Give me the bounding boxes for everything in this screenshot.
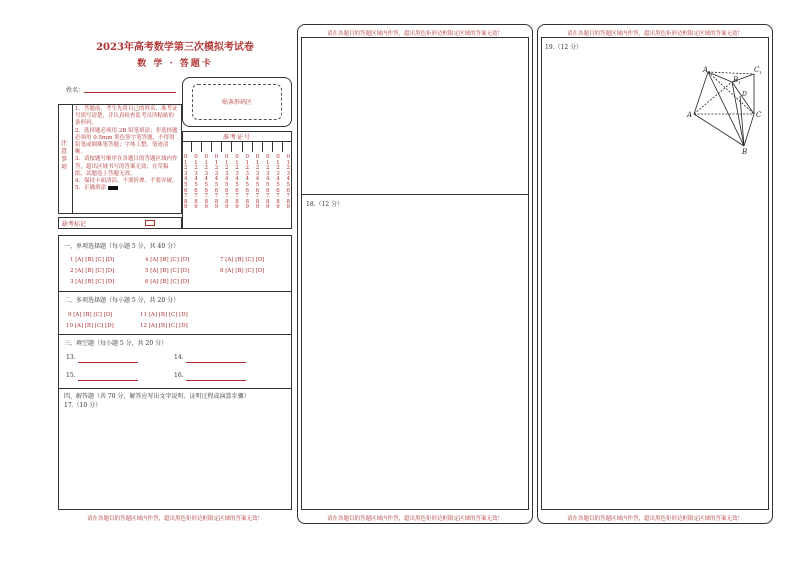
section4-title: 四、解答题（共 70 分，解答应写出文字说明、证明过程或演算步骤） [64,393,250,400]
admission-columns [184,155,290,211]
admission-column[interactable]: 0 1 2 3 4 5 6 7 8 9 [266,154,270,211]
choice-item: 5 [A] [B] [C] [D] [145,268,190,274]
admission-column[interactable]: 0 1 2 3 4 5 6 7 8 9 [286,154,290,211]
q16-answer-line[interactable] [186,380,246,381]
q17-answer-area[interactable] [60,410,290,508]
choice-item: 6 [A] [B] [C] [D] [145,279,190,285]
choice-item: 9 [A] [B] [C] [D] [68,312,113,318]
section3-title: 三、填空题（每小题 5 分，共 20 分） [64,340,168,347]
vertex-label-a: A [687,111,693,119]
section-divider [58,334,292,335]
section2-row[interactable] [66,323,276,329]
name-label: 姓名： [66,87,85,94]
admission-column[interactable]: 0 1 2 3 4 5 6 7 8 9 [214,154,219,211]
notes-item [75,185,179,192]
admission-column[interactable]: 0 1 2 3 4 5 6 7 8 9 [204,154,208,211]
admission-column[interactable]: 0 1 2 3 4 5 6 7 8 9 [225,154,229,211]
sticker-label: 贴条形码区 [221,99,252,106]
page-title: 2023年高考数学第三次模拟考试卷 [96,42,254,53]
header-warning: 请在各题目的答题区域内作答，超出黑色矩形边框限定区域的答案无效！ [566,31,743,37]
vertex-label-b1-sub: 1 [738,80,741,85]
choice-item: 7 [A] [B] [C] [D] [220,257,265,263]
notes-item: 2．选择题必须用 2B 铅笔填涂；非选择题必须用 0.5mm 黑色签字笔答题，不得用铅笔或圆珠笔答题；字体工整、笔迹清晰。 [75,127,178,156]
choice-item: 3 [A] [B] [C] [D] [70,279,115,285]
admission-column[interactable]: 0 1 2 3 4 5 6 7 8 9 [245,154,249,211]
admission-column[interactable]: 0 1 2 3 4 5 6 7 8 9 [194,154,198,211]
name-field[interactable] [84,92,176,93]
section1-title: 一、单项选择题（每小题 5 分，共 40 分） [64,243,180,250]
choice-item: 8 [A] [B] [C] [D] [220,268,265,274]
correct-fill-sample [108,186,118,190]
section1-row[interactable] [70,279,280,285]
footer-warning: 请在各题目的答题区域内作答，超出黑色矩形边框限定区域的答案无效！ [86,516,263,522]
section1-row[interactable] [70,257,280,263]
choice-item: 11 [A] [B] [C] [D] [140,312,188,318]
admission-column[interactable]: 0 1 2 3 4 5 6 7 8 9 [276,154,280,211]
choice-item: 2 [A] [B] [C] [D] [70,268,115,274]
vertex-label-b: B [742,148,748,156]
section-divider [58,388,292,389]
admission-column[interactable]: 0 1 2 3 4 5 6 7 8 9 [235,154,239,211]
vertex-label-a1-sub: 1 [708,70,711,75]
notes-title: 注意事项 [61,140,68,171]
q15-answer-line[interactable] [78,380,138,381]
choice-item: 12 [A] [B] [C] [D] [140,323,188,329]
absent-checkbox[interactable] [145,220,155,226]
page-subtitle: 数 学 · 答题卡 [137,59,213,69]
notes-item: 3．请按题号顺序在各题目的答题区域内作答，超出区域书写的答案无效；在草稿纸、试题卷上答题无效。 [75,156,178,177]
vertex-label-c1-sub: 1 [759,70,762,75]
vertex-label-a1: A [703,66,709,74]
choice-item: 4 [A] [B] [C] [D] [145,257,190,263]
footer-warning: 请在各题目的答题区域内作答，超出黑色矩形边框限定区域的答案无效！ [326,516,503,522]
admission-column[interactable]: 0 1 2 3 4 5 6 7 8 9 [255,154,260,211]
notes-item: 4．保持卡面清洁，不要折叠、不要弄破。 [75,178,178,185]
q18-answer-area[interactable] [303,208,527,508]
notes-divider [72,104,73,214]
q13-label: 13. [66,354,76,361]
q15-label: 15. [66,372,76,379]
vertex-label-c1: C [754,66,760,74]
q16-label: 16. [174,372,184,379]
q14-answer-line[interactable] [186,362,246,363]
choice-item: 10 [A] [B] [C] [D] [66,323,114,329]
section-divider [58,291,292,292]
vertex-label-d: D [742,91,747,98]
header-warning: 请在各题目的答题区域内作答，超出黑色矩形边框限定区域的答案无效！ [326,31,503,37]
q14-label: 14. [174,354,184,361]
absent-label: 缺考标记 [62,221,87,228]
section2-row[interactable] [68,312,278,318]
admission-label: 准考证号 [222,134,251,141]
choice-item: 1 [A] [B] [C] [D] [70,257,115,263]
admission-column[interactable]: 0 1 2 3 4 5 6 7 8 9 [184,154,188,211]
vertex-label-c: C [756,111,762,119]
q19-label: 19.（12 分） [545,44,583,51]
correct-fill-label: 5．正确填涂 [75,185,106,192]
q18-label: 18.（12 分） [306,201,344,208]
section1-row[interactable] [70,268,280,274]
vertex-label-b1: B [733,76,739,84]
q13-answer-line[interactable] [78,362,138,363]
admission-digit-grid [182,142,292,152]
notes-list [75,106,179,192]
q17-continued-area[interactable] [303,39,527,192]
section2-title: 二、多项选择题（每小题 5 分，共 20 分） [64,297,180,304]
notes-item: 1．答题前，考生先将自己的姓名、准考证号填写清楚，并认真检查监考员所粘贴的条形码。 [75,106,178,127]
q18-divider [301,194,529,195]
q17-label: 17.（10 分） [64,402,102,409]
footer-warning: 请在各题目的答题区域内作答，超出黑色矩形边框限定区域的答案无效！ [566,516,743,522]
prism-figure [684,62,766,156]
